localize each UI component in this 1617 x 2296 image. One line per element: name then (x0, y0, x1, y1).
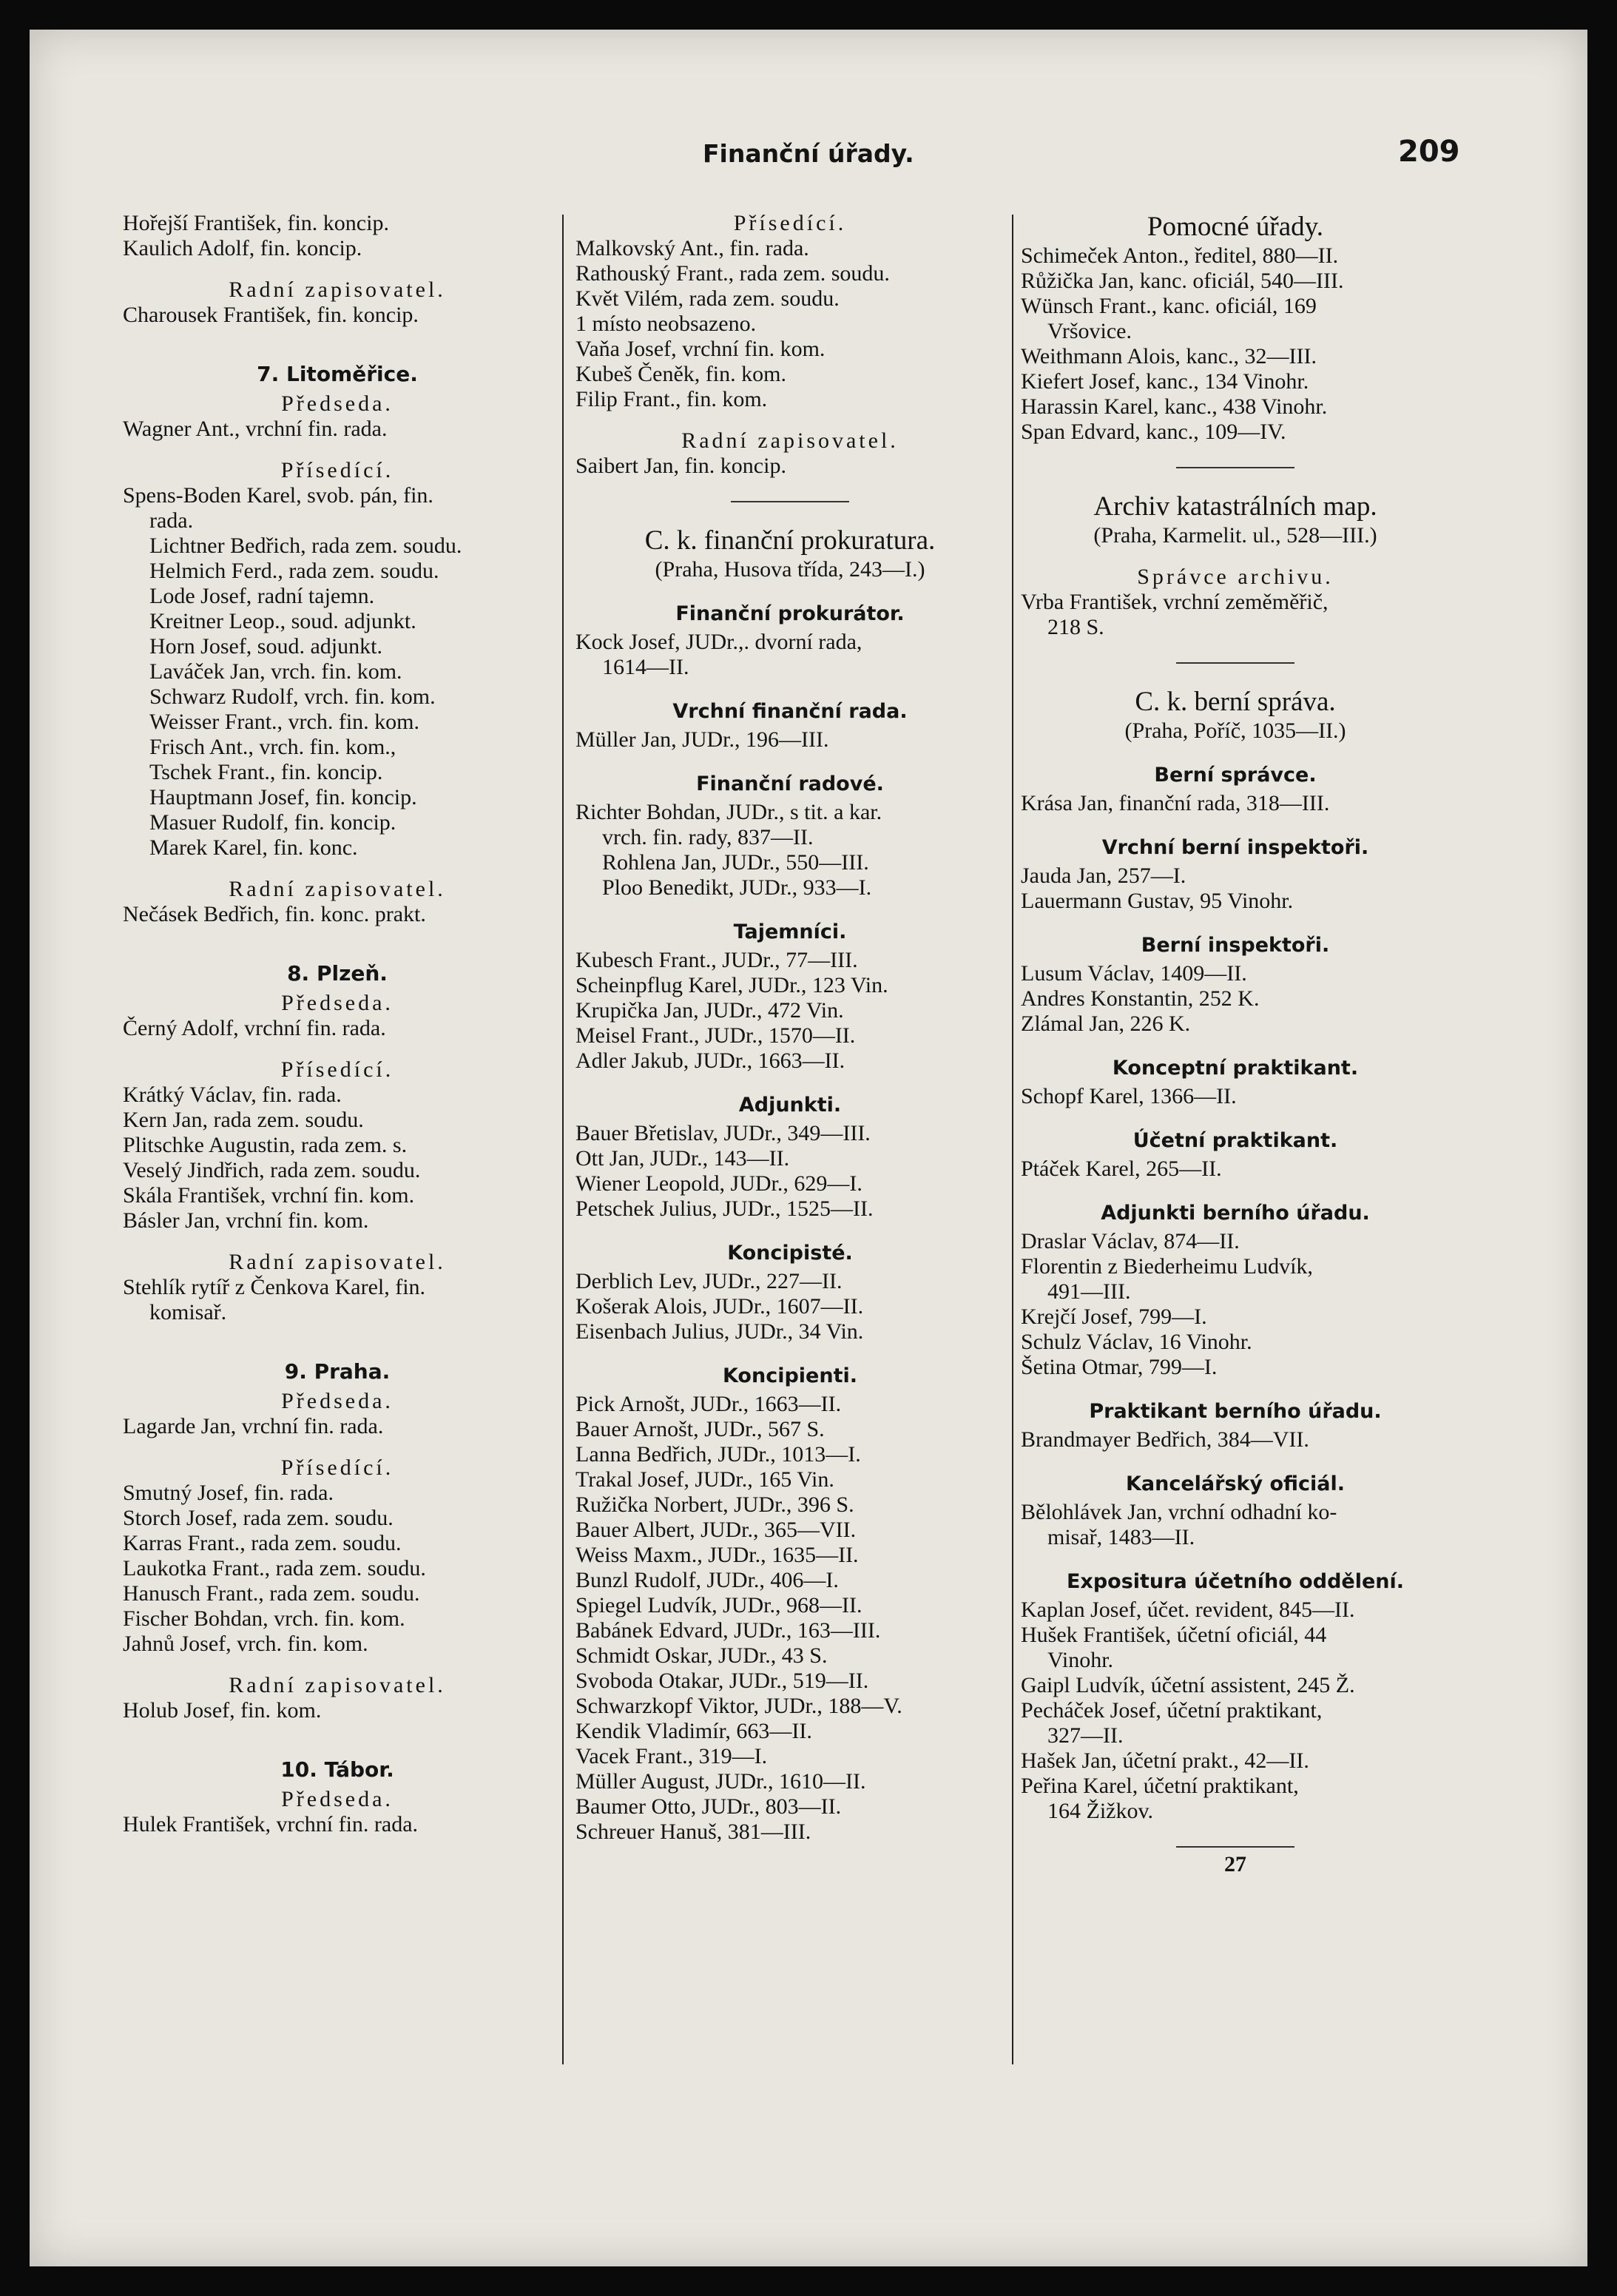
list-entry: Meisel Frant., JUDr., 1570—II. (575, 1023, 856, 1048)
list-entry: Schreuer Hanuš, 381—III. (575, 1819, 811, 1844)
section-label: Předseda. (281, 991, 394, 1015)
list-entry: Košerak Alois, JUDr., 1607—II. (575, 1294, 864, 1319)
section-heading-plzen: 8. Plzeň. (287, 961, 388, 986)
list-entry: Skála František, vrchní fin. kom. (123, 1183, 415, 1208)
section-label: Přísedící. (733, 211, 847, 235)
list-entry: Kreitner Leop., soud. adjunkt. (149, 609, 416, 633)
footer-divider (1176, 1846, 1294, 1848)
entry-list (575, 800, 1005, 900)
list-entry: Scheinpflug Karel, JUDr., 123 Vin. (575, 973, 888, 997)
list-entry: Schwarzkopf Viktor, JUDr., 188—V. (575, 1694, 902, 1718)
list-entry: 218 S. (1047, 615, 1104, 639)
list-entry: Ploo Benedikt, JUDr., 933—I. (602, 875, 872, 900)
entry-list (575, 948, 1005, 1074)
subheading: Koncipisté. (727, 1242, 853, 1265)
entry-list (575, 630, 1005, 680)
address: (Praha, Husova třída, 243—I.) (655, 557, 925, 582)
entry-list (123, 1414, 552, 1439)
list-entry: Ružička Norbert, JUDr., 396 S. (575, 1492, 854, 1517)
entry-list (575, 454, 1005, 479)
list-entry: Lanna Bedřich, JUDr., 1013—I. (575, 1442, 861, 1467)
section-label: Radní zapisovatel. (229, 1673, 446, 1697)
intro-list (123, 211, 552, 261)
section-label: Předseda. (281, 1787, 394, 1811)
list-entry: Lagarde Jan, vrchní fin. rada. (123, 1414, 384, 1438)
divider (1176, 467, 1294, 468)
list-entry: Karras Frant., rada zem. soudu. (123, 1531, 402, 1555)
section-heading-tabor: 10. Tábor. (280, 1757, 394, 1782)
list-entry: Schimeček Anton., ředitel, 880—II. (1021, 243, 1339, 268)
entry-list (1021, 1229, 1450, 1380)
list-entry: Schopf Karel, 1366—II. (1021, 1084, 1237, 1108)
entry-list (1021, 1427, 1450, 1452)
list-entry: Frisch Ant., vrch. fin. kom., (149, 735, 396, 759)
subheading: Kancelářský oficiál. (1125, 1472, 1346, 1495)
entry-list (575, 236, 1005, 412)
list-entry: Ott Jan, JUDr., 143—II. (575, 1146, 790, 1171)
list-entry: Krátký Václav, fin. rada. (123, 1083, 342, 1107)
list-entry: Básler Jan, vrchní fin. kom. (123, 1208, 369, 1233)
entry-list (1021, 1157, 1450, 1182)
list-entry: Spiegel Ludvík, JUDr., 968—II. (575, 1593, 862, 1617)
list-entry: Bauer Břetislav, JUDr., 349—III. (575, 1121, 871, 1145)
list-entry: Weithmann Alois, kanc., 32—III. (1021, 344, 1317, 368)
list-entry: Bělohlávek Jan, vrchní odhadní ko- (1021, 1500, 1337, 1524)
list-entry: Bunzl Rudolf, JUDr., 406—I. (575, 1568, 839, 1592)
list-entry: Schulz Václav, 16 Vinohr. (1021, 1330, 1252, 1354)
list-entry: Stehlík rytíř z Čenkova Karel, fin. (123, 1275, 426, 1299)
divider (1176, 662, 1294, 664)
list-entry: Bauer Arnošt, JUDr., 567 S. (575, 1417, 825, 1441)
list-entry: Tschek Frant., fin. koncip. (149, 760, 383, 784)
list-entry: Kern Jan, rada zem. soudu. (123, 1108, 364, 1132)
list-entry: Hanusch Frant., rada zem. soudu. (123, 1581, 420, 1606)
page-number: 209 (1398, 135, 1460, 169)
list-entry: Florentin z Biederheimu Ludvík, (1021, 1254, 1313, 1279)
subheading: Účetní praktikant. (1132, 1129, 1338, 1152)
list-entry: Jauda Jan, 257—I. (1021, 863, 1186, 888)
list-entry: Lode Josef, radní tajemn. (149, 584, 375, 608)
subheading: Finanční prokurátor. (675, 602, 905, 625)
list-entry: Schwarz Rudolf, vrch. fin. kom. (149, 684, 436, 709)
list-entry: Brandmayer Bedřich, 384—VII. (1021, 1427, 1309, 1452)
list-entry: Lichtner Bedřich, rada zem. soudu. (149, 533, 462, 558)
list-entry: Span Edvard, kanc., 109—IV. (1021, 420, 1286, 444)
list-entry: Krása Jan, finanční rada, 318—III. (1021, 791, 1330, 815)
list-entry: Hušek František, účetní oficiál, 44 (1021, 1623, 1327, 1647)
address: (Praha, Karmelit. ul., 528—III.) (1093, 523, 1377, 548)
column-right (1021, 211, 1450, 1877)
subheading: Adjunkti. (738, 1094, 842, 1117)
list-entry: komisař. (149, 1300, 227, 1324)
subheading: Berní správce. (1154, 764, 1317, 787)
list-entry: Eisenbach Julius, JUDr., 34 Vin. (575, 1319, 864, 1344)
list-entry: rada. (149, 508, 194, 533)
list-entry: Filip Frant., fin. kom. (575, 387, 768, 411)
list-entry: Svoboda Otakar, JUDr., 519—II. (575, 1669, 869, 1693)
list-entry: Vacek Frant., 319—I. (575, 1744, 768, 1768)
list-entry: Fischer Bohdan, vrch. fin. kom. (123, 1606, 405, 1631)
list-entry: Wünsch Frant., kanc. oficiál, 169 (1021, 294, 1317, 318)
entry-list (123, 902, 552, 927)
list-entry: Kaulich Adolf, fin. koncip. (123, 236, 362, 260)
list-entry: Kubeš Čeněk, fin. kom. (575, 362, 786, 386)
list-entry: 1 místo neobsazeno. (575, 312, 757, 336)
section-label: Správce archivu. (1137, 565, 1334, 589)
section-label: Předseda. (281, 1389, 394, 1413)
list-entry: Holub Josef, fin. kom. (123, 1698, 322, 1723)
list-entry: Kaplan Josef, účet. revident, 845—II. (1021, 1598, 1355, 1622)
list-entry: Storch Josef, rada zem. soudu. (123, 1506, 394, 1530)
entry-list (1021, 961, 1450, 1037)
signature-number: 27 (1224, 1852, 1246, 1876)
section-label: Přísedící. (280, 1455, 394, 1480)
list-entry: 327—II. (1047, 1723, 1124, 1748)
entry-list (123, 1083, 552, 1233)
list-entry: Růžička Jan, kanc. oficiál, 540—III. (1021, 269, 1344, 293)
subheading: Vrchní finanční rada. (672, 700, 908, 723)
section-heading-pomocne: Pomocné úřady. (1147, 212, 1324, 242)
entry-list (123, 1698, 552, 1723)
list-entry: Wiener Leopold, JUDr., 629—I. (575, 1171, 862, 1196)
entry-list (1021, 243, 1450, 445)
column-left (123, 211, 552, 1837)
list-entry: Smutný Josef, fin. rada. (123, 1481, 334, 1505)
entry-list (1021, 1084, 1450, 1109)
list-entry: Masuer Rudolf, fin. koncip. (149, 810, 396, 835)
list-entry: Zlámal Jan, 226 K. (1021, 1011, 1191, 1036)
entry-list (575, 1392, 1005, 1845)
subheading: Konceptní praktikant. (1112, 1057, 1359, 1080)
section-heading-berni: C. k. berní správa. (1135, 687, 1336, 717)
list-entry: Petschek Julius, JUDr., 1525—II. (575, 1196, 874, 1221)
list-entry: Vinohr. (1047, 1648, 1114, 1672)
list-entry: Derblich Lev, JUDr., 227—II. (575, 1269, 843, 1293)
list-entry: Lauermann Gustav, 95 Vinohr. (1021, 889, 1294, 913)
list-entry: Černý Adolf, vrchní fin. rada. (123, 1016, 386, 1040)
list-entry: Gaipl Ludvík, účetní assistent, 245 Ž. (1021, 1673, 1355, 1697)
list-entry: vrch. fin. rady, 837—II. (602, 825, 814, 849)
subheading: Finanční radové. (696, 772, 884, 795)
list-entry: Peřina Karel, účetní praktikant, (1021, 1774, 1299, 1798)
entry-list (575, 727, 1005, 753)
list-entry: Bauer Albert, JUDr., 365—VII. (575, 1518, 857, 1542)
list-entry: Schmidt Oskar, JUDr., 43 S. (575, 1643, 828, 1668)
list-entry: Rohlena Jan, JUDr., 550—III. (602, 850, 869, 875)
list-entry: Spens-Boden Karel, svob. pán, fin. (123, 483, 433, 508)
list-entry: Müller Jan, JUDr., 196—III. (575, 727, 829, 752)
section-label: Přísedící. (280, 1057, 394, 1082)
list-entry: Helmich Ferd., rada zem. soudu. (149, 559, 439, 583)
entry-list (1021, 1598, 1450, 1824)
list-entry: Rathouský Frant., rada zem. soudu. (575, 261, 890, 286)
subheading: Expositura účetního oddělení. (1066, 1570, 1405, 1593)
list-entry: Weiss Maxm., JUDr., 1635—II. (575, 1543, 859, 1567)
entry-list (123, 303, 552, 328)
list-entry: Krejčí Josef, 799—I. (1021, 1304, 1207, 1329)
entry-list (575, 1269, 1005, 1344)
subheading: Adjunkti berního úřadu. (1101, 1202, 1370, 1225)
entry-list (575, 1121, 1005, 1222)
entry-list (123, 483, 552, 861)
list-entry: Andres Konstantin, 252 K. (1021, 986, 1260, 1011)
subheading: Praktikant berního úřadu. (1089, 1400, 1382, 1423)
entry-list (123, 417, 552, 442)
subheading: Tajemníci. (733, 920, 847, 943)
section-label: Radní zapisovatel. (229, 1250, 446, 1274)
section-label: Radní zapisovatel. (229, 277, 446, 302)
list-entry: Richter Bohdan, JUDr., s tit. a kar. (575, 800, 882, 824)
subheading: Vrchní berní inspektoři. (1101, 836, 1369, 859)
list-entry: 491—III. (1047, 1279, 1131, 1304)
entry-list (123, 1275, 552, 1325)
list-entry: Babánek Edvard, JUDr., 163—III. (575, 1618, 881, 1643)
list-entry: Trakal Josef, JUDr., 165 Vin. (575, 1467, 834, 1492)
entry-list (1021, 1500, 1450, 1550)
list-entry: Vaňa Josef, vrchní fin. kom. (575, 337, 826, 361)
list-entry: Ptáček Karel, 265—II. (1021, 1157, 1222, 1181)
list-entry: Šetina Otmar, 799—I. (1021, 1355, 1218, 1379)
list-entry: Horn Josef, soud. adjunkt. (149, 634, 382, 659)
list-entry: Veselý Jindřich, rada zem. soudu. (123, 1158, 421, 1182)
section-label: Radní zapisovatel. (681, 428, 899, 453)
entry-list (1021, 863, 1450, 914)
list-entry: Hauptmann Josef, fin. koncip. (149, 785, 417, 809)
section-label: Radní zapisovatel. (229, 877, 446, 901)
entry-list (123, 1016, 552, 1041)
section-heading-prokuratura: C. k. finanční prokuratura. (644, 525, 936, 556)
list-entry: misař, 1483—II. (1047, 1525, 1195, 1549)
address: (Praha, Poříč, 1035—II.) (1124, 718, 1346, 743)
running-header: Finanční úřady. (703, 139, 914, 168)
list-entry: Wagner Ant., vrchní fin. rada. (123, 417, 388, 441)
entry-list (1021, 791, 1450, 816)
list-entry: Kock Josef, JUDr.,. dvorní rada, (575, 630, 862, 654)
list-entry: Kendik Vladimír, 663—II. (575, 1719, 812, 1743)
list-entry: Kubesch Frant., JUDr., 77—III. (575, 948, 858, 972)
section-label: Předseda. (281, 391, 394, 416)
list-entry: Malkovský Ant., fin. rada. (575, 236, 809, 260)
list-entry: Müller August, JUDr., 1610—II. (575, 1769, 866, 1794)
list-entry: Nečásek Bedřich, fin. konc. prakt. (123, 902, 426, 926)
list-entry: Pecháček Josef, účetní praktikant, (1021, 1698, 1323, 1723)
entry-list (123, 1812, 552, 1837)
list-entry: Krupička Jan, JUDr., 472 Vin. (575, 998, 844, 1023)
list-entry: Lusum Václav, 1409—II. (1021, 961, 1247, 986)
column-middle (575, 211, 1005, 1845)
section-heading-archiv: Archiv katastrálních map. (1093, 491, 1377, 522)
list-entry: 164 Žižkov. (1047, 1799, 1154, 1823)
list-entry: Hořejší František, fin. koncip. (123, 211, 389, 235)
section-heading-litomerice: 7. Litoměřice. (257, 362, 418, 386)
list-entry: Vrba František, vrchní zeměměřič, (1021, 590, 1329, 614)
list-entry: Kiefert Josef, kanc., 134 Vinohr. (1021, 369, 1309, 394)
list-entry: Baumer Otto, JUDr., 803—II. (575, 1794, 842, 1819)
list-entry: Plitschke Augustin, rada zem. s. (123, 1133, 408, 1157)
entry-list (123, 1481, 552, 1657)
subheading: Berní inspektoři. (1141, 934, 1330, 957)
list-entry: Laukotka Frant., rada zem. soudu. (123, 1556, 426, 1580)
list-entry: Hulek František, vrchní fin. rada. (123, 1812, 419, 1837)
list-entry: Draslar Václav, 874—II. (1021, 1229, 1240, 1253)
list-entry: Hašek Jan, účetní prakt., 42—II. (1021, 1748, 1309, 1773)
list-entry: Charousek František, fin. koncip. (123, 303, 419, 327)
list-entry: Marek Karel, fin. konc. (149, 835, 358, 860)
list-entry: Adler Jakub, JUDr., 1663—II. (575, 1048, 845, 1073)
section-heading-praha: 9. Praha. (284, 1359, 391, 1384)
list-entry: Harassin Karel, kanc., 438 Vinohr. (1021, 394, 1328, 419)
list-entry: Vršovice. (1047, 319, 1132, 343)
list-entry: Jahnů Josef, vrch. fin. kom. (123, 1632, 368, 1656)
list-entry: Saibert Jan, fin. koncip. (575, 454, 786, 478)
divider (731, 501, 849, 502)
subheading: Koncipienti. (722, 1364, 857, 1387)
column-divider (1012, 215, 1013, 2064)
list-entry: Weisser Frant., vrch. fin. kom. (149, 710, 420, 734)
entry-list (1021, 590, 1450, 640)
list-entry: Laváček Jan, vrch. fin. kom. (149, 659, 402, 684)
list-entry: Pick Arnošt, JUDr., 1663—II. (575, 1392, 842, 1416)
list-entry: 1614—II. (602, 655, 689, 679)
section-label: Přísedící. (280, 458, 394, 482)
list-entry: Květ Vilém, rada zem. soudu. (575, 286, 840, 311)
column-divider (562, 215, 564, 2064)
